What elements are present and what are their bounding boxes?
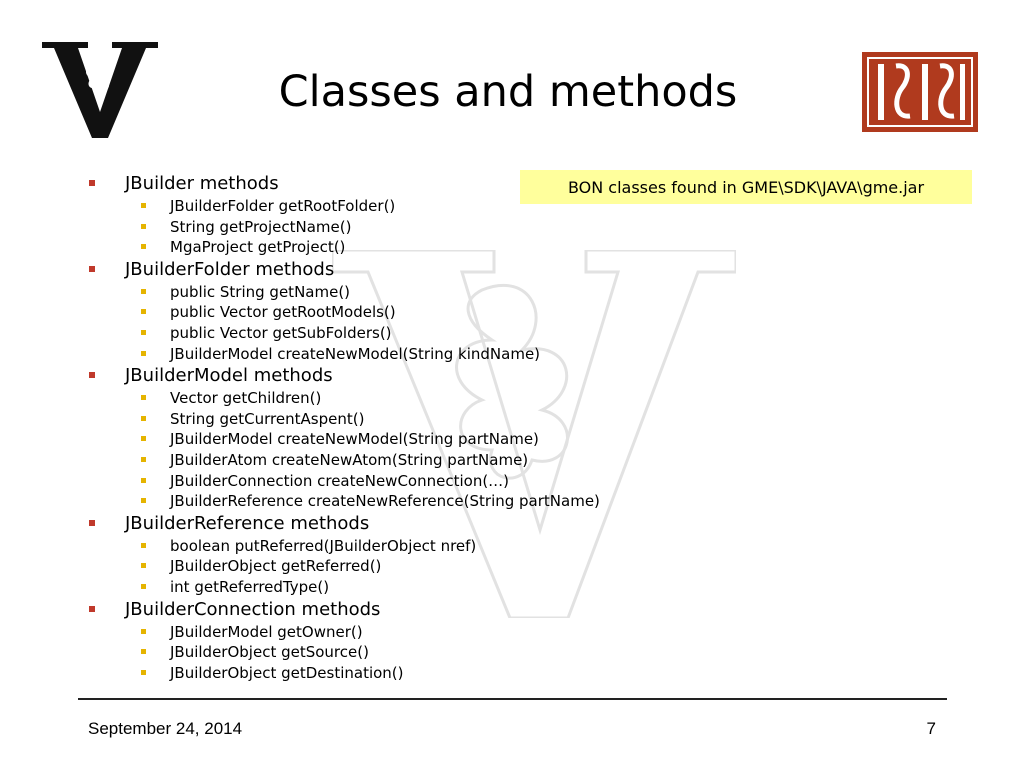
- square-bullet-icon: [141, 649, 146, 654]
- footer-date: September 24, 2014: [88, 719, 243, 738]
- page-number: 7: [926, 719, 936, 738]
- square-bullet-icon: [141, 563, 146, 568]
- slide-title: Classes and methods: [278, 67, 738, 117]
- square-bullet-icon: [141, 478, 146, 483]
- square-bullet-icon: [89, 180, 95, 186]
- square-bullet-icon: [141, 457, 146, 462]
- section-heading: JBuilderFolder methods: [0, 258, 1024, 282]
- square-bullet-icon: [141, 351, 146, 356]
- section-jbuilder: [0, 172, 1024, 258]
- list-item: JBuilderAtom createNewAtom(String partName): [0, 450, 1024, 471]
- list-item: String getCurrentAspent(): [0, 409, 1024, 430]
- list-item: String getProjectName(): [0, 217, 1024, 238]
- list-item: int getReferredType(): [0, 577, 1024, 598]
- square-bullet-icon: [141, 244, 146, 249]
- square-bullet-icon: [141, 436, 146, 441]
- square-bullet-icon: [141, 309, 146, 314]
- square-bullet-icon: [141, 416, 146, 421]
- list-item: boolean putReferred(JBuilderObject nref): [0, 536, 1024, 557]
- list-item: public String getName(): [0, 282, 1024, 303]
- list-item: Vector getChildren(): [0, 388, 1024, 409]
- square-bullet-icon: [141, 629, 146, 634]
- square-bullet-icon: [141, 543, 146, 548]
- note-text: BON classes found in GME\SDK\JAVA\gme.jar: [567, 177, 925, 197]
- footer-divider: [78, 698, 947, 700]
- list-item: JBuilderReference createNewReference(String partName): [0, 491, 1024, 512]
- list-item: public Vector getSubFolders(): [0, 323, 1024, 344]
- bullet-list: [0, 172, 1024, 683]
- list-item: public Vector getRootModels(): [0, 302, 1024, 323]
- section-heading: JBuilderReference methods: [0, 512, 1024, 536]
- isis-logo: [862, 52, 978, 132]
- square-bullet-icon: [141, 330, 146, 335]
- square-bullet-icon: [141, 395, 146, 400]
- vanderbilt-v-logo: [42, 42, 158, 138]
- square-bullet-icon: [141, 670, 146, 675]
- list-item: JBuilderObject getSource(): [0, 642, 1024, 663]
- square-bullet-icon: [141, 224, 146, 229]
- list-item: MgaProject getProject(): [0, 237, 1024, 258]
- section-jbuildermodel: [0, 364, 1024, 512]
- square-bullet-icon: [89, 266, 95, 272]
- square-bullet-icon: [141, 289, 146, 294]
- square-bullet-icon: [141, 584, 146, 589]
- list-item: JBuilderModel createNewModel(String kindName): [0, 344, 1024, 365]
- section-jbuilderconnection: [0, 598, 1024, 684]
- section-jbuilderreference: [0, 512, 1024, 598]
- square-bullet-icon: [89, 520, 95, 526]
- square-bullet-icon: [141, 498, 146, 503]
- list-item: JBuilderFolder getRootFolder(): [0, 196, 1024, 217]
- section-heading: JBuilder methods: [0, 172, 1024, 196]
- list-item: JBuilderModel getOwner(): [0, 622, 1024, 643]
- section-heading: JBuilderConnection methods: [0, 598, 1024, 622]
- list-item: JBuilderObject getDestination(): [0, 663, 1024, 684]
- square-bullet-icon: [89, 606, 95, 612]
- list-item: JBuilderObject getReferred(): [0, 556, 1024, 577]
- list-item: JBuilderConnection createNewConnection(…): [0, 471, 1024, 492]
- list-item: JBuilderModel createNewModel(String partName): [0, 429, 1024, 450]
- square-bullet-icon: [141, 203, 146, 208]
- square-bullet-icon: [89, 372, 95, 378]
- section-jbuilderfolder: [0, 258, 1024, 364]
- section-heading: JBuilderModel methods: [0, 364, 1024, 388]
